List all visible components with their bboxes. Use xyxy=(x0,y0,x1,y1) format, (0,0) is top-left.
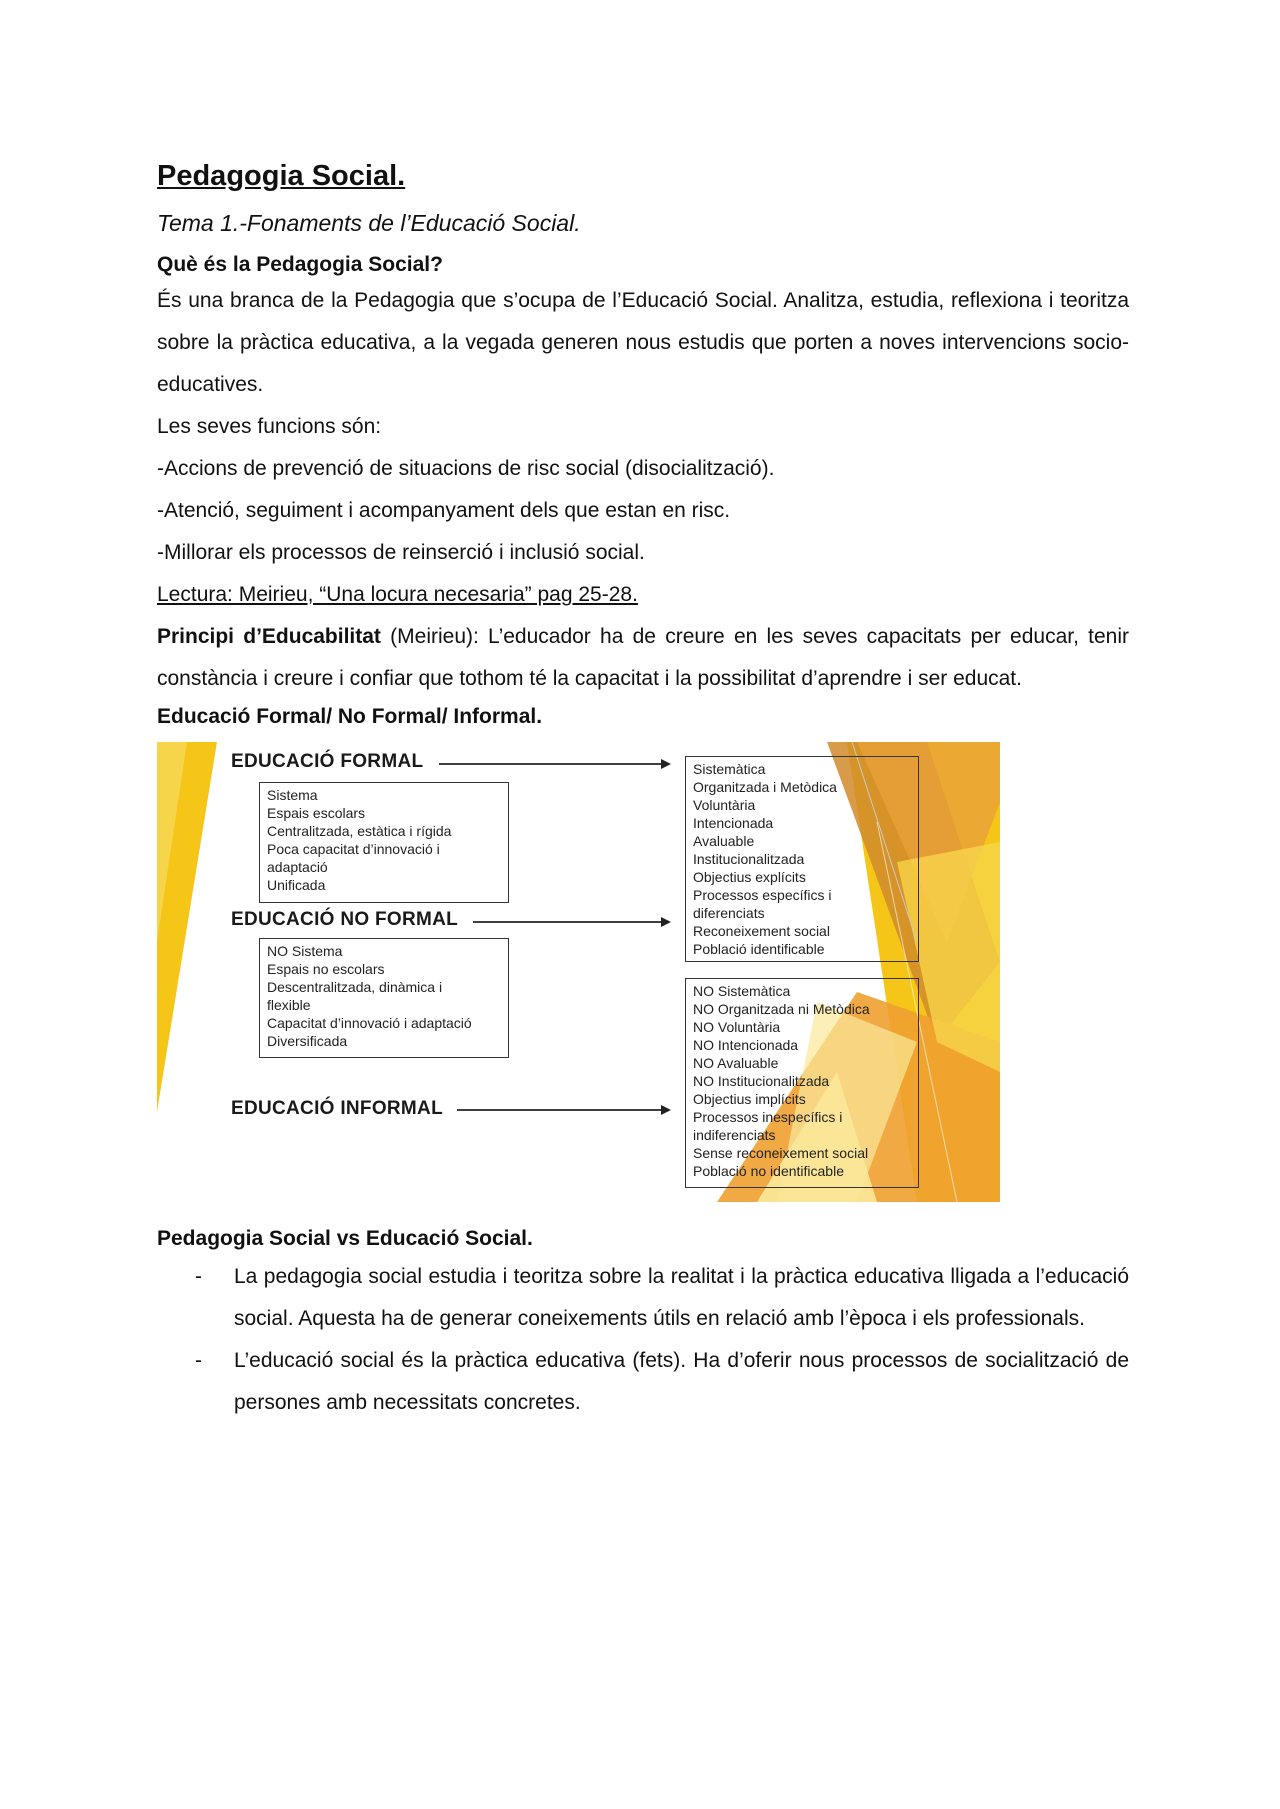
no-formal-item: Descentralitzada, dinàmica i xyxy=(267,979,443,995)
principle-paragraph xyxy=(157,616,1129,700)
characteristic-item: NO Sistemàtica xyxy=(693,983,791,999)
formal-item: Centralitzada, estàtica i rígida xyxy=(267,823,452,839)
principle-term: Principi d’Educabilitat xyxy=(157,625,381,648)
characteristic-item: Processos específics i xyxy=(693,887,832,903)
formal-item: Poca capacitat d’innovació i xyxy=(267,841,440,857)
characteristic-item: Sense reconeixement social xyxy=(693,1145,869,1161)
formal-characteristics-box xyxy=(685,756,919,962)
characteristic-item: Objectius explícits xyxy=(693,869,806,885)
page-subtitle: Tema 1.-Fonaments de l’Educació Social. xyxy=(157,210,581,236)
characteristic-item: Població no identificable xyxy=(693,1163,844,1179)
characteristic-item: NO Voluntària xyxy=(693,1019,781,1035)
section-heading-types: Educació Formal/ No Formal/ Informal. xyxy=(157,705,543,728)
no-formal-title: EDUCACIÓ NO FORMAL xyxy=(231,909,459,930)
characteristic-item: diferenciats xyxy=(693,905,765,921)
no-formal-item: Espais no escolars xyxy=(267,961,385,977)
characteristic-item: Avaluable xyxy=(693,833,755,849)
vs-list xyxy=(157,1256,1129,1424)
characteristic-item: Intencionada xyxy=(693,815,774,831)
characteristic-item: indiferenciats xyxy=(693,1127,776,1143)
section-heading-what-is: Què és la Pedagogia Social? xyxy=(157,253,443,276)
reading-reference: Lectura: Meirieu, “Una locura necesaria” pag 25-28. xyxy=(157,583,638,606)
list-item-text: La pedagogia social estudia i teoritza sobre la realitat i la pràctica educativa lligada a l’educació social. Aquesta ha de generar coneixements útils en relació amb l’època i els professionals. xyxy=(234,1265,1129,1330)
formal-item: adaptació xyxy=(267,859,328,875)
function-item: -Millorar els processos de reinserció i inclusió social. xyxy=(157,541,645,564)
definition-paragraph: És una branca de la Pedagogia que s’ocupa de l’Educació Social. Analitza, estudia, reflexiona i teoritza sobre la pràctica educativa, a la vegada generen nous estudis que porten a noves intervencions socio-educatives. xyxy=(157,289,1129,396)
informal-characteristics-box xyxy=(685,978,919,1188)
arrow-informal-head xyxy=(661,1105,671,1115)
characteristic-item: Sistemàtica xyxy=(693,761,766,777)
document-content xyxy=(157,158,1129,1424)
formal-item: Espais escolars xyxy=(267,805,366,821)
list-item xyxy=(157,1340,1129,1424)
characteristic-item: Població identificable xyxy=(693,941,825,957)
principle-text: (Meirieu): L’educador ha de creure en les seves capacitats per educar, tenir constància i creure i confiar que tothom té la capacitat i la possibilitat d’aprendre i ser educat. xyxy=(157,625,1129,690)
no-formal-item: Diversificada xyxy=(267,1033,348,1049)
characteristic-item: NO Avaluable xyxy=(693,1055,779,1071)
formal-box xyxy=(259,782,509,903)
function-item: -Accions de prevenció de situacions de risc social (disocialització). xyxy=(157,457,775,480)
no-formal-item: Capacitat d’innovació i adaptació xyxy=(267,1015,472,1031)
informal-title: EDUCACIÓ INFORMAL xyxy=(231,1098,443,1119)
characteristic-item: Voluntària xyxy=(693,797,756,813)
page-title: Pedagogia Social. xyxy=(157,160,406,192)
list-dash: - xyxy=(195,1265,202,1288)
characteristic-item: NO Organitzada ni Metòdica xyxy=(693,1001,870,1017)
characteristic-item: Objectius implícits xyxy=(693,1091,806,1107)
arrow-formal-head xyxy=(661,759,671,769)
characteristic-item: Reconeixement social xyxy=(693,923,830,939)
characteristic-item: Institucionalitzada xyxy=(693,851,805,867)
no-formal-item: flexible xyxy=(267,997,311,1013)
list-dash: - xyxy=(195,1349,202,1372)
arrow-no-formal-head xyxy=(661,917,671,927)
list-item-text: L’educació social és la pràctica educativa (fets). Ha d’oferir nous processos de socialització de persones amb necessitats concretes. xyxy=(234,1349,1129,1414)
education-types-figure xyxy=(157,742,1000,1202)
formal-item: Unificada xyxy=(267,877,326,893)
functions-intro: Les seves funcions són: xyxy=(157,415,382,438)
function-item: -Atenció, seguiment i acompanyament dels que estan en risc. xyxy=(157,499,731,522)
characteristic-item: Organitzada i Metòdica xyxy=(693,779,837,795)
characteristic-item: Processos inespecífics i xyxy=(693,1109,843,1125)
formal-title: EDUCACIÓ FORMAL xyxy=(231,751,424,772)
section-heading-vs: Pedagogia Social vs Educació Social. xyxy=(157,1227,533,1250)
characteristic-item: NO Institucionalitzada xyxy=(693,1073,830,1089)
no-formal-item: NO Sistema xyxy=(267,943,343,959)
no-formal-box xyxy=(259,938,509,1058)
list-item xyxy=(157,1256,1129,1340)
characteristic-item: NO Intencionada xyxy=(693,1037,799,1053)
formal-item: Sistema xyxy=(267,787,318,803)
